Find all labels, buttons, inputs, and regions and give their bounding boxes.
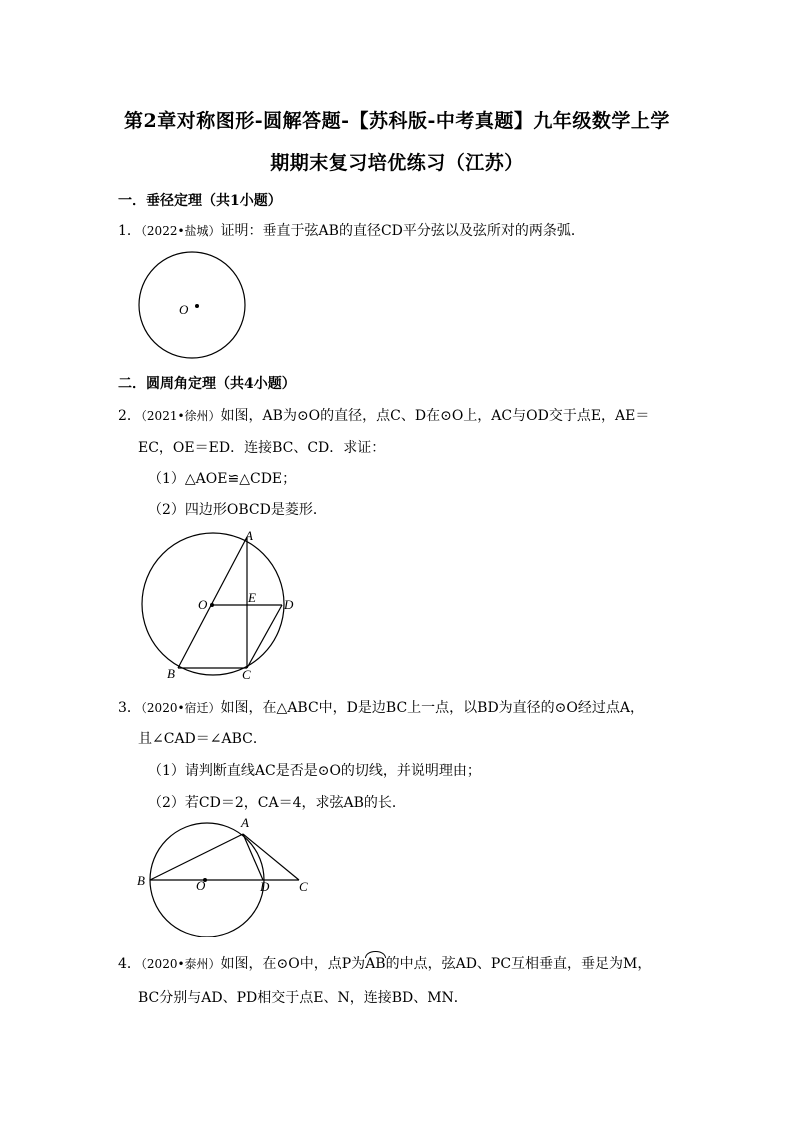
- page-title-line-1: 第2章对称图形-圆解答题-【苏科版-中考真题】九年级数学上学: [124, 110, 670, 132]
- problem-2-line-1: [118, 405, 649, 425]
- label-d: D: [284, 597, 294, 612]
- label-b: B: [167, 666, 175, 681]
- label-o: O: [198, 597, 208, 612]
- problem-text-b: 的中点，弦AD、PC互相垂直，垂足为M，: [385, 956, 652, 972]
- label-a: A: [241, 815, 249, 830]
- center-point: [195, 304, 199, 308]
- label-o: O: [179, 302, 189, 317]
- figure-tangent-circle: [133, 812, 323, 937]
- center-point: [210, 603, 214, 607]
- problem-2-line-2: EC，OE＝ED．连接BC、CD．求证：: [138, 440, 386, 456]
- problem-1: [118, 220, 585, 240]
- problem-source: （2022•盐城）: [140, 224, 221, 238]
- label-b: B: [137, 873, 145, 888]
- problem-text: 如图，AB为⊙O的直径，点C、D在⊙O上，AC与OD交于点E，AE＝: [220, 408, 650, 424]
- segment-ab: [178, 537, 247, 668]
- segment-ad: [243, 834, 263, 880]
- circle: [139, 252, 245, 358]
- section-heading-2: 二．圆周角定理（共4小题）: [118, 376, 296, 392]
- problem-number: 4．: [118, 956, 141, 972]
- label-e: E: [248, 590, 256, 605]
- problem-4-line-1: [118, 953, 651, 973]
- label-d: D: [260, 879, 270, 894]
- problem-2-question-2: （2）四边形OBCD是菱形．: [148, 502, 327, 518]
- problem-text-a: 如图，在⊙O中，点P为: [220, 956, 366, 972]
- problem-source: （2020•宿迁）: [140, 701, 221, 715]
- problem-source: （2021•徐州）: [140, 409, 221, 423]
- label-o: O: [196, 878, 206, 893]
- problem-number: 2．: [118, 408, 141, 424]
- label-c: C: [299, 879, 308, 894]
- problem-2-question-1: （1）△AOE≌△CDE；: [148, 471, 297, 487]
- problem-3-line-1: [118, 697, 644, 717]
- page-title-line-2: 期期末复习培优练习（江苏）: [270, 152, 524, 174]
- problem-number: 3．: [118, 700, 141, 716]
- segment-ac: [243, 834, 299, 880]
- section-heading-1: 一．垂径定理（共1小题）: [118, 193, 282, 209]
- figure-circle-o: [130, 248, 255, 363]
- arc-ab: AB: [365, 956, 386, 972]
- problem-text: 如图，在△ABC中，D是边BC上一点，以BD为直径的⊙O经过点A，: [220, 700, 644, 716]
- label-a: A: [245, 528, 253, 543]
- segment-ab: [150, 834, 243, 880]
- problem-number: 1．: [118, 223, 141, 239]
- problem-source: （2020•泰州）: [140, 957, 221, 971]
- problem-3-question-1: （1）请判断直线AC是否是⊙O的切线，并说明理由；: [148, 763, 481, 779]
- figure-rhombus-in-circle: [135, 525, 310, 685]
- problem-text: 证明：垂直于弦AB的直径CD平分弦以及弦所对的两条弧．: [220, 223, 585, 239]
- problem-3-question-2: （2）若CD＝2，CA＝4，求弦AB的长．: [148, 795, 406, 811]
- problem-4-line-2: BC分别与AD、PD相交于点E、N，连接BD、MN．: [138, 990, 468, 1006]
- problem-3-line-2: 且∠CAD＝∠ABC．: [138, 731, 267, 747]
- label-c: C: [242, 667, 251, 682]
